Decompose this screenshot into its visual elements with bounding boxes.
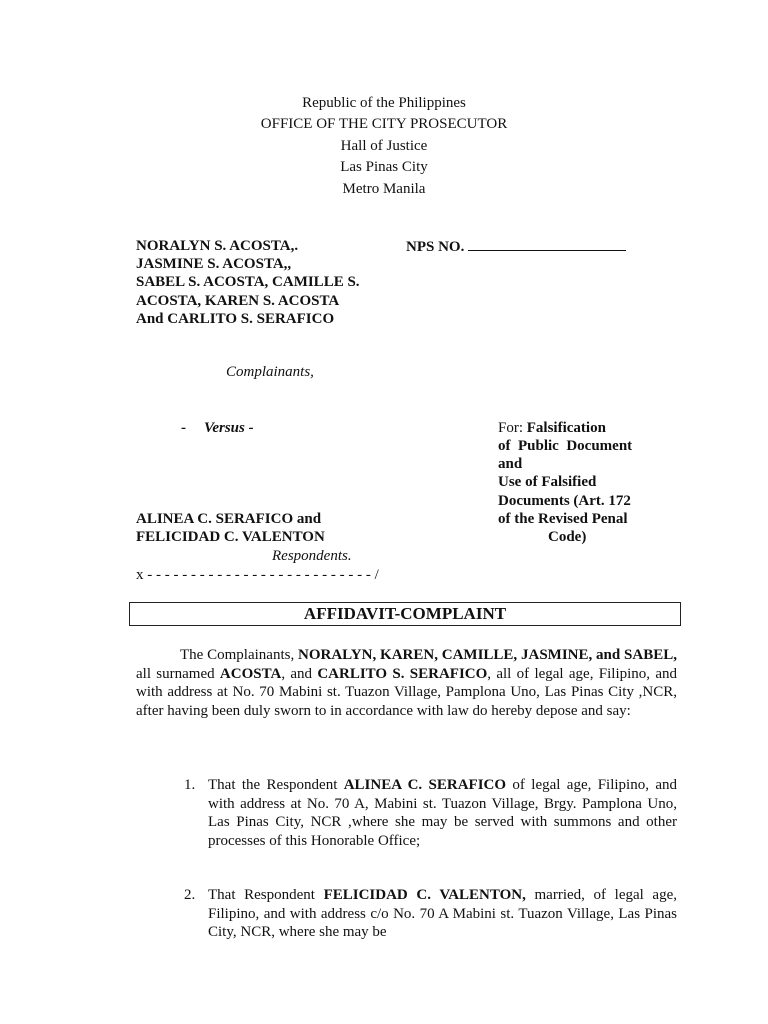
nps-label: NPS NO. — [406, 239, 465, 255]
document-title: AFFIDAVIT-COMPLAINT — [129, 602, 681, 626]
intro-bold: NORALYN, KAREN, CAMILLE, JASMINE, and SABEL, — [298, 647, 677, 663]
versus-label: Versus - — [204, 420, 254, 436]
intro-bold: CARLITO S. SERAFICO — [317, 665, 488, 682]
header-city: Las Pinas City — [340, 159, 428, 175]
nps-blank-line — [468, 237, 626, 251]
respondent-line: ALINEA C. SERAFICO and — [136, 511, 322, 527]
list-text — [208, 886, 677, 942]
complainant-line: And CARLITO S. SERAFICO — [136, 311, 335, 327]
item-text: of legal age, Filipino, and with address at No. 70 A, Mabini st. Tuazon Village, Brgy. Pamplona Uno, Las Pinas City, NCR ,where she may be served with summons and other processes of this Honorable Office; — [208, 777, 677, 849]
header-metro: Metro Manila — [342, 181, 426, 197]
intro-bold: ACOSTA — [219, 665, 282, 682]
for-offense: Falsification — [526, 420, 606, 436]
list-number: 2. — [184, 887, 196, 903]
header-office: OFFICE OF THE CITY PROSECUTOR — [260, 116, 508, 132]
intro-text: all surnamed — [136, 665, 220, 682]
item-text: That Respondent — [208, 887, 324, 903]
list-text — [208, 776, 677, 850]
header-republic: Republic of the Philippines — [302, 95, 466, 111]
intro-text: The Complainants, — [180, 647, 299, 663]
intro-text: , and — [281, 665, 318, 682]
intro-text: , all of legal age, Filipino, and with address at No. 70 Mabini st. Tuazon Village, Pamplona Uno, Las Pinas City ,NCR, after having been duly sworn to in accordance with law do hereby depose and say: — [136, 665, 677, 719]
for-line: of the Revised Penal — [498, 511, 628, 527]
for-line: Code) — [548, 529, 587, 545]
for-line: Documents (Art. 172 — [498, 493, 631, 509]
versus-dash: - — [181, 420, 186, 436]
caption-separator: x - - - - - - - - - - - - - - - - - - - - - - - - - - / — [136, 567, 379, 583]
for-line: of Public Document — [498, 438, 633, 454]
respondent-line: FELICIDAD C. VALENTON — [136, 529, 325, 545]
item-text: married, of legal age, Filipino, and with address c/o No. 70 A Mabini st. Tuazon Village, Las Pinas City, NCR, where she may be — [208, 887, 677, 940]
complainants-label: Complainants, — [226, 364, 314, 380]
for-label: For: — [498, 420, 524, 436]
complainant-line: ACOSTA, KAREN S. ACOSTA — [136, 293, 340, 309]
item-text: That the Respondent — [208, 777, 344, 793]
complainant-line: NORALYN S. ACOSTA,. — [136, 238, 299, 254]
list-number: 1. — [184, 777, 196, 793]
item-bold: FELICIDAD C. VALENTON, — [323, 887, 526, 903]
complainant-line: JASMINE S. ACOSTA,, — [136, 256, 292, 272]
for-line: and — [498, 456, 523, 472]
intro-paragraph — [136, 646, 677, 720]
respondents-label: Respondents. — [272, 548, 352, 564]
for-block — [498, 419, 678, 438]
item-bold: ALINEA C. SERAFICO — [343, 777, 507, 793]
complainant-line: SABEL S. ACOSTA, CAMILLE S. — [136, 274, 360, 290]
for-line: Use of Falsified — [498, 474, 597, 490]
header-hall: Hall of Justice — [340, 138, 428, 154]
nps-number — [406, 237, 626, 257]
